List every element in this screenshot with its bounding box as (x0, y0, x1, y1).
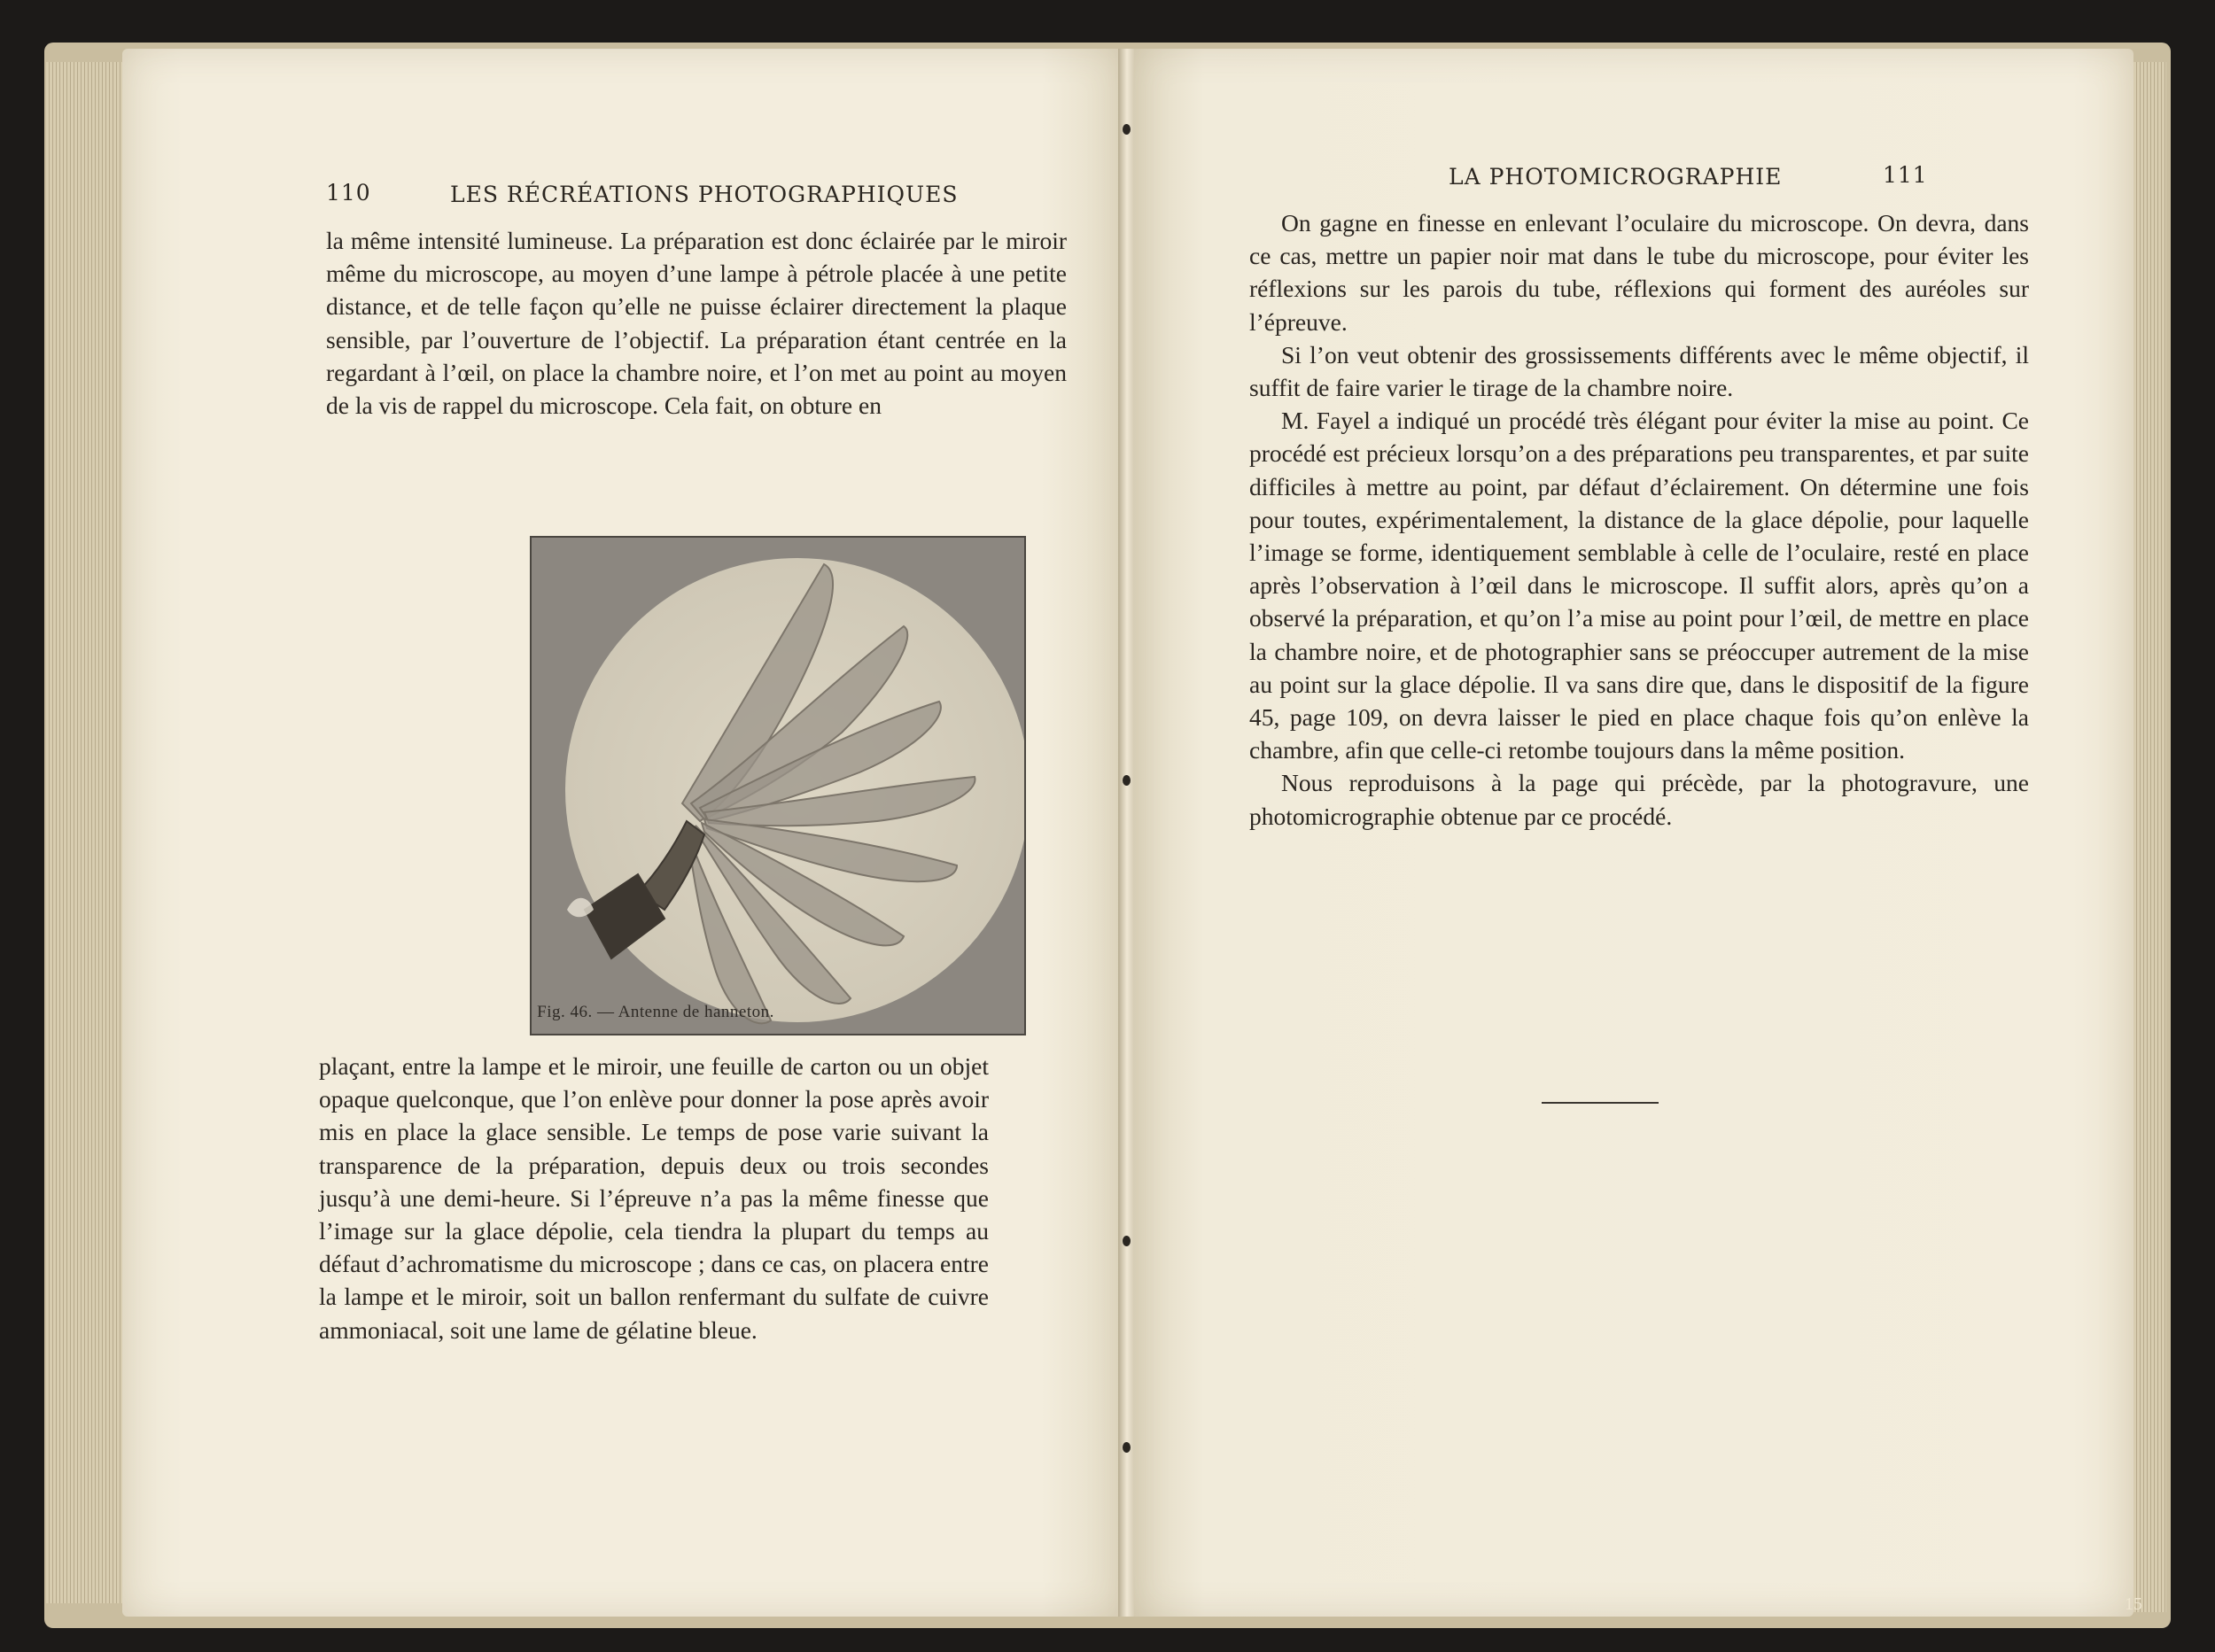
paragraph: Si l’on veut obtenir des grossissements différents avec le même objectif, il suffit de faire varier le tirage de la chambre noire. (1249, 340, 2029, 402)
binding-hole (1123, 1236, 1131, 1246)
left-page-number: 110 (326, 180, 371, 206)
corner-mark: 15 (2125, 1594, 2142, 1614)
left-page (122, 49, 1122, 1617)
left-page-edges (46, 62, 124, 1603)
binding-hole (1123, 124, 1131, 135)
right-page-number: 111 (1883, 162, 1928, 188)
paragraph: plaçant, entre la lampe et le miroir, une feuille de carton ou un objet opaque quelconque, que l’on enlève pour donner la pose après avoir mis en place la glace sensible. Le temps de pose varie suivant la transparence de la préparation, depuis deux ou trois secondes jusqu’à une demi-heure. Si l’épreuve n’a pas la même finesse que l’image sur la glace dépolie, cela tiendra la plupart du temps au défaut d’achromatisme du microscope ; dans ce cas, on placera entre la lampe et le miroir, soit un ballon renfermant du sulfate de cuivre ammoniacal, soit une lame de gélatine bleue. (319, 1052, 989, 1344)
antenna-image (532, 538, 1024, 1034)
binding-hole (1123, 775, 1131, 786)
figure-46-photomicrograph (530, 536, 1026, 1035)
right-text (1249, 206, 2029, 833)
binding-hole (1123, 1442, 1131, 1453)
figure-caption: Fig. 46. — Antenne de hanneton. (537, 1003, 774, 1021)
paragraph: Nous reproduisons à la page qui précède, par la photogravure, une photomicrographie obtenue par ce procédé. (1249, 769, 2029, 830)
paragraph: On gagne en finesse en enlevant l’oculaire du microscope. On devra, dans ce cas, mettre un papier noir mat dans le tube du microscope, pour éviter les réflexions sur les parois du tube, réflexions qui forment des auréoles sur l’épreuve. (1249, 209, 2029, 336)
left-text-top (326, 224, 1067, 422)
left-running-head: LES RÉCRÉATIONS PHOTOGRAPHIQUES (450, 182, 959, 207)
paragraph: M. Fayel a indiqué un procédé très élégant pour éviter la mise au point. Ce procédé est précieux lorsqu’on a des préparations peu transparentes, et par suite difficiles à mettre au point, par défaut d’éclairement. On détermine une fois pour toutes, expérimentalement, la distance de la glace dépolie, pour laquelle l’image se forme, identiquement semblable à celle de l’oculaire, resté en place après l’observation à l’œil dans le microscope. Il suffit alors, après qu’on a observé la préparation, et qu’on l’a mise au point pour l’œil, de mettre en place la chambre noire, et de photographier sans se préoccuper autrement de la mise au point sur la glace dépolie. Il va sans dire que, dans le dispositif de la figure 45, page 109, on devra laisser le pied en place chaque fois qu’on enlève la chambre, afin que celle-ci retombe toujours dans la même position. (1249, 407, 2029, 764)
paragraph: la même intensité lumineuse. La préparation est donc éclairée par le miroir même du microscope, au moyen d’une lampe à pétrole placée à une petite distance, et de telle façon qu’elle ne puisse éclairer directement la plaque sensible, par l’ouverture de l’objectif. La préparation étant centrée en la regardant à l’œil, on place la chambre noire, et l’on met au point au moyen de la vis de rappel du microscope. Cela fait, on obture en (326, 227, 1067, 420)
right-page (1134, 49, 2133, 1617)
right-running-head: LA PHOTOMICROGRAPHIE (1449, 164, 1783, 190)
end-rule (1542, 1102, 1659, 1104)
left-text-bottom (319, 1050, 989, 1346)
